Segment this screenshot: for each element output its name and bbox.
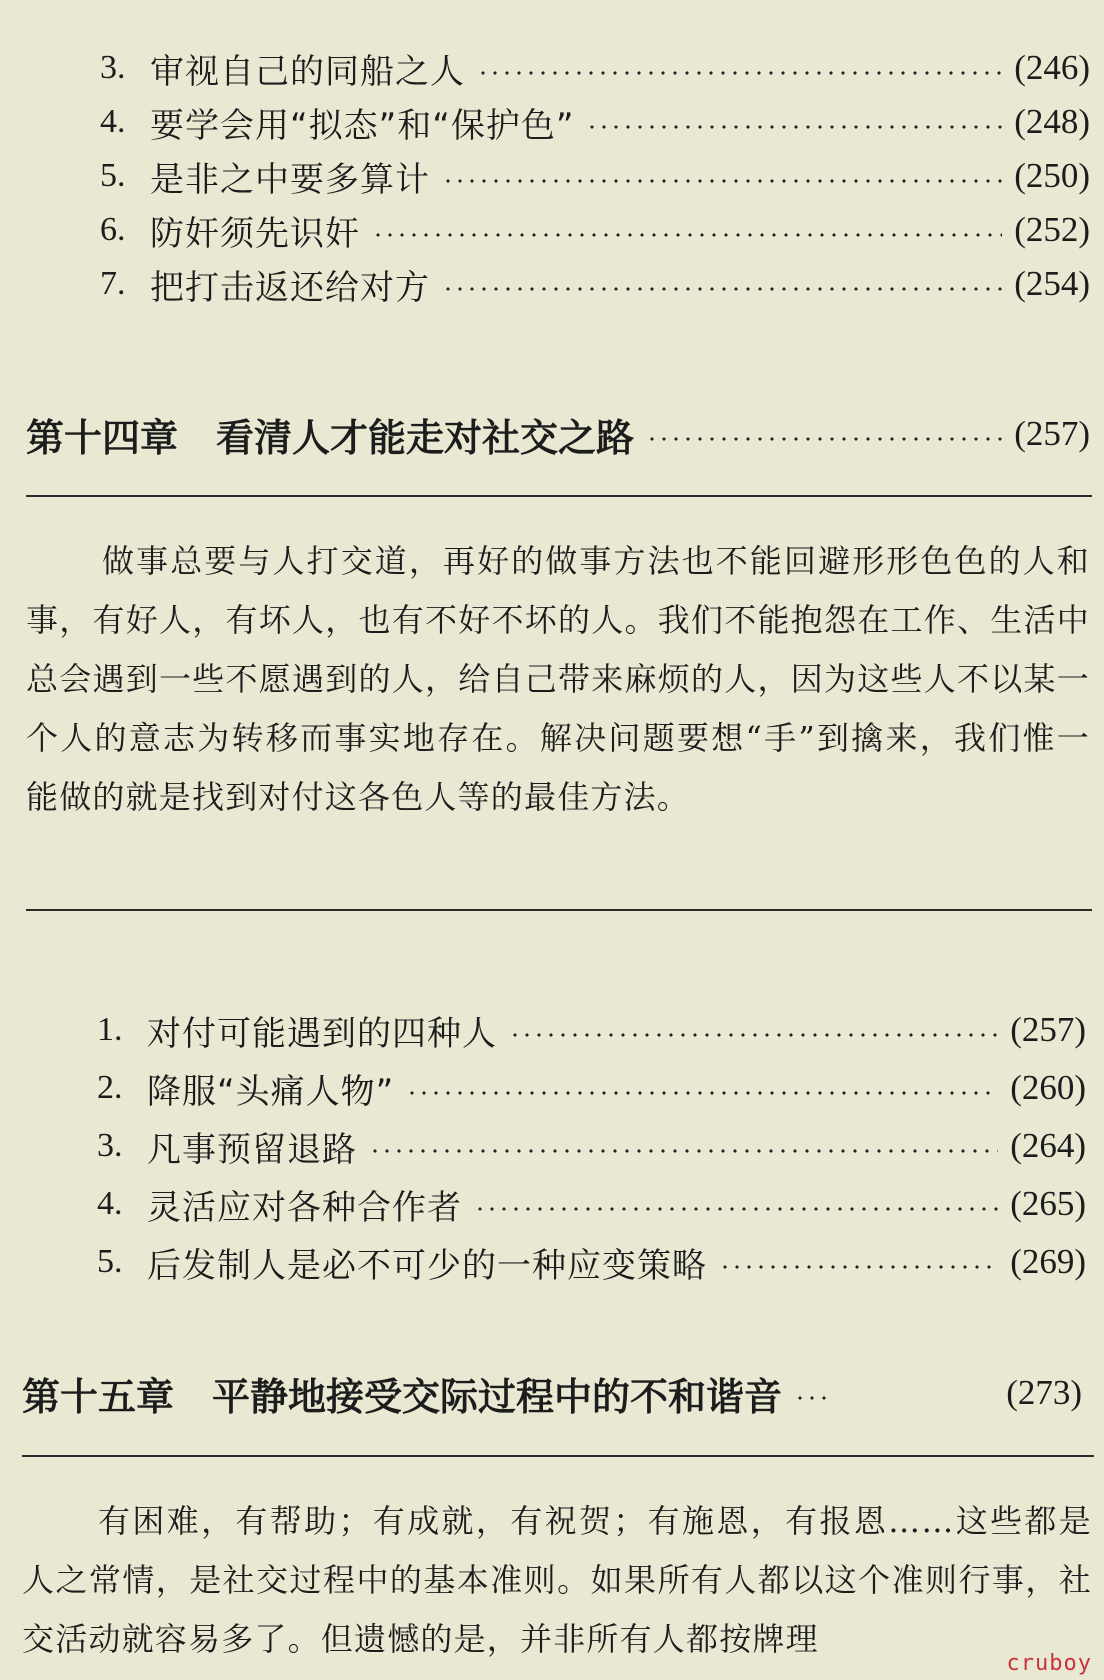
toc-entry-title: 灵活应对各种合作者 xyxy=(147,1187,462,1228)
toc-entry-number: 4. xyxy=(100,103,126,140)
toc-entry[interactable] xyxy=(0,1005,1104,1055)
chapter-label: 第十四章 xyxy=(26,414,179,460)
toc-entry[interactable] xyxy=(0,259,1104,309)
leader-dots xyxy=(369,1147,998,1155)
toc-entry-number: 6. xyxy=(100,211,126,248)
toc-entry-title: 对付可能遇到的四种人 xyxy=(147,1013,497,1054)
leader-dots xyxy=(372,231,1002,239)
chapter-page: (273) xyxy=(1006,1373,1082,1412)
chapter-heading[interactable] xyxy=(0,406,1104,462)
toc-entry[interactable] xyxy=(0,43,1104,93)
toc-entry-number: 5. xyxy=(100,157,126,194)
toc-entry[interactable] xyxy=(0,205,1104,255)
divider-rule xyxy=(22,1455,1094,1457)
leader-dots xyxy=(586,123,1002,131)
leader-dots xyxy=(477,69,1002,77)
toc-entry-number: 4. xyxy=(97,1185,123,1222)
chapter-page: (257) xyxy=(1014,414,1090,453)
chapter-title: 看清人才能走对社交之路 xyxy=(216,414,635,460)
toc-entry-number: 3. xyxy=(97,1127,123,1164)
toc-entry[interactable] xyxy=(0,97,1104,147)
toc-entry-title: 把打击返还给对方 xyxy=(150,267,430,308)
toc-entry-page: (264) xyxy=(1010,1126,1086,1165)
toc-entry-page: (265) xyxy=(1010,1184,1086,1223)
chapter-heading[interactable] xyxy=(0,1365,1104,1421)
toc-entry[interactable] xyxy=(0,151,1104,201)
toc-entry-page: (257) xyxy=(1010,1010,1086,1049)
toc-entry-title: 要学会用“拟态”和“保护色” xyxy=(150,105,575,146)
toc-entry-number: 2. xyxy=(97,1069,123,1106)
toc-entry[interactable] xyxy=(0,1121,1104,1171)
toc-entry-page: (246) xyxy=(1014,48,1090,87)
toc-entry-title: 后发制人是必不可少的一种应变策略 xyxy=(147,1245,707,1286)
leader-dots xyxy=(406,1089,998,1097)
toc-entry-page: (269) xyxy=(1010,1242,1086,1281)
chapter-intro: 做事总要与人打交道，再好的做事方法也不能回避形形色色的人和事，有好人，有坏人，也有不好不坏的人。我们不能抱怨在工作、生活中总会遇到一些不愿遇到的人，给自己带来麻烦的人，因为这些人不以某一个人的意志为转移而事实地存在。解决问题要想“手”到擒来，我们惟一能做的就是找到对付这各色人等的最佳方法。 xyxy=(26,542,1090,816)
toc-entry-page: (250) xyxy=(1014,156,1090,195)
toc-entry-page: (248) xyxy=(1014,102,1090,141)
toc-entry-title: 防奸须先识奸 xyxy=(150,213,360,254)
leader-dots xyxy=(509,1031,998,1039)
leader-dots xyxy=(719,1263,998,1271)
toc-entry-number: 5. xyxy=(97,1243,123,1280)
leader-dots xyxy=(442,285,1002,293)
toc-entry[interactable] xyxy=(0,1063,1104,1113)
toc-entry-title: 是非之中要多算计 xyxy=(150,159,430,200)
divider-rule xyxy=(26,495,1092,497)
toc-entry[interactable] xyxy=(0,1237,1104,1287)
toc-entry-page: (254) xyxy=(1014,264,1090,303)
chapter-title: 平静地接受交际过程中的不和谐音 xyxy=(212,1373,783,1419)
leader-dots xyxy=(646,435,1002,443)
toc-entry-title: 凡事预留退路 xyxy=(147,1129,357,1170)
toc-entry-number: 7. xyxy=(100,265,126,302)
toc-entry-number: 3. xyxy=(100,49,126,86)
leader-dots xyxy=(794,1394,834,1402)
toc-entry-number: 1. xyxy=(97,1011,123,1048)
toc-entry-page: (260) xyxy=(1010,1068,1086,1107)
watermark: cruboy xyxy=(1006,1651,1092,1676)
divider-rule xyxy=(26,909,1092,911)
toc-entry-title: 审视自己的同船之人 xyxy=(150,51,465,92)
chapter-label: 第十五章 xyxy=(22,1373,175,1419)
toc-entry-title: 降服“头痛人物” xyxy=(147,1071,395,1112)
toc-entry-page: (252) xyxy=(1014,210,1090,249)
leader-dots xyxy=(474,1205,998,1213)
chapter-intro: 有困难，有帮助；有成就，有祝贺；有施恩，有报恩……这些都是人之常情，是社交过程中的基本准则。如果所有人都以这个准则行事，社交活动就容易多了。但遗憾的是，并非所有人都按牌理 xyxy=(22,1502,1092,1658)
toc-entry[interactable] xyxy=(0,1179,1104,1229)
leader-dots xyxy=(442,177,1002,185)
